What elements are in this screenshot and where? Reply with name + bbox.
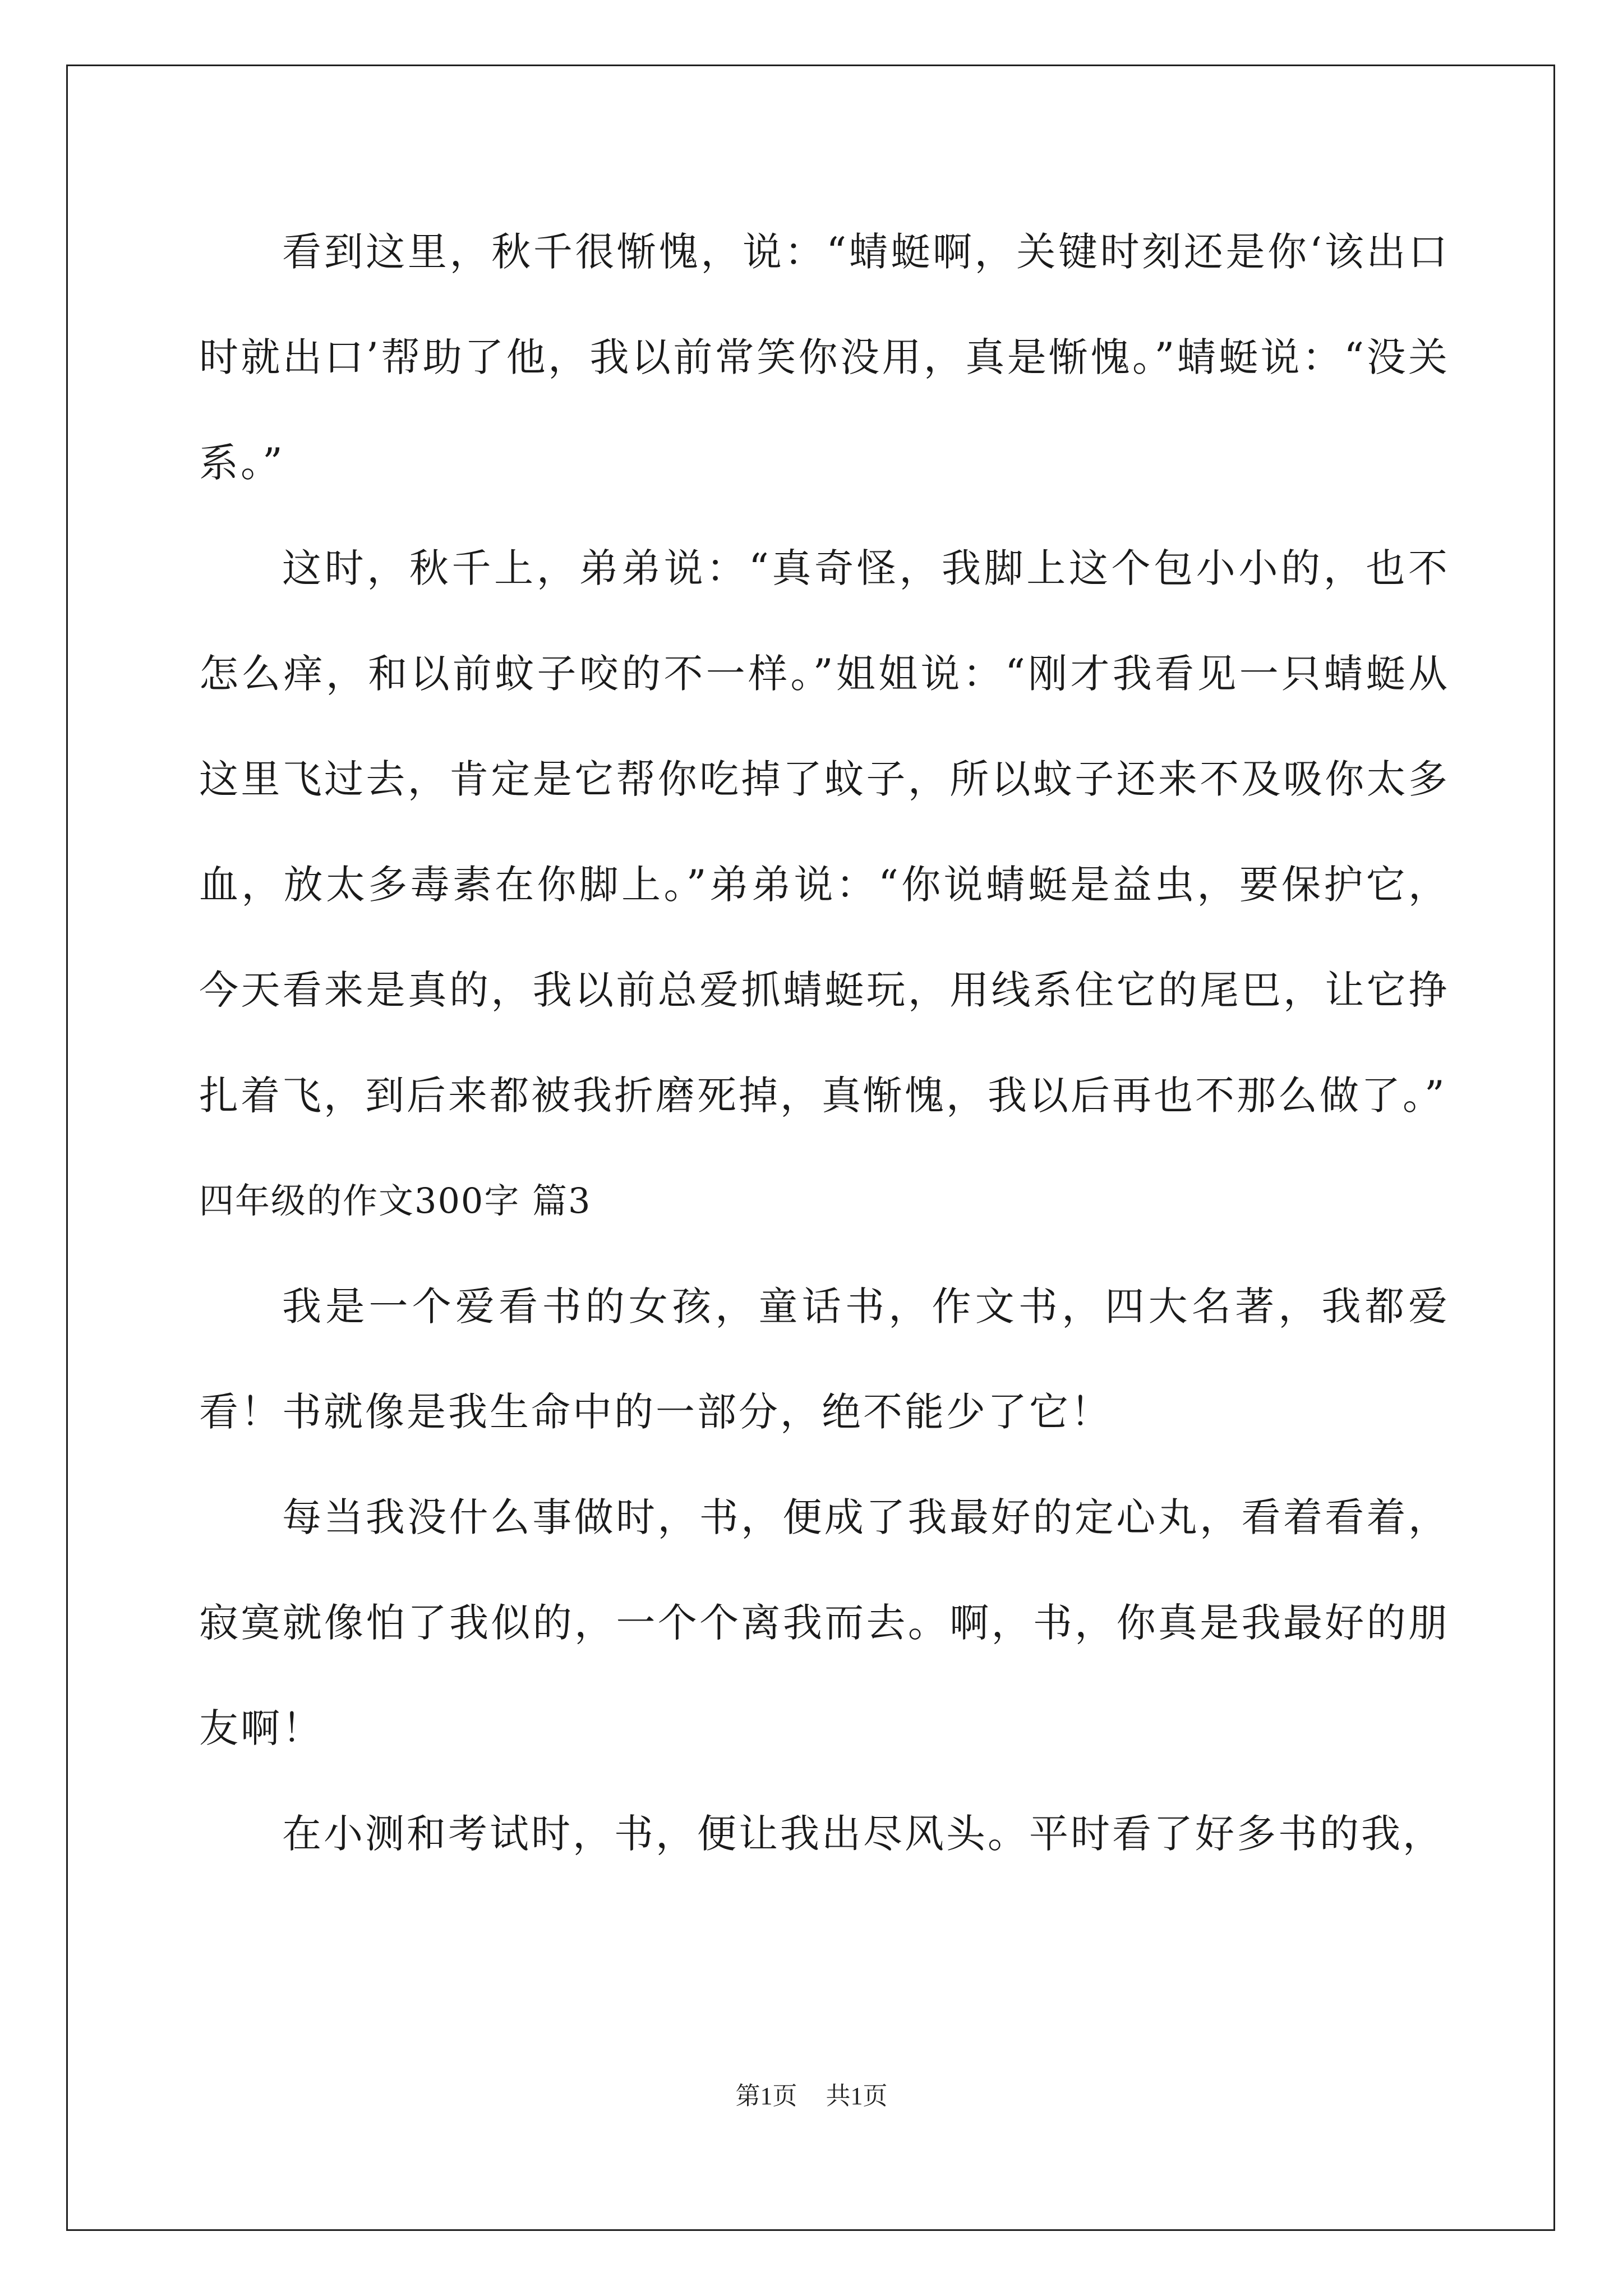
page-number: 第1页 (735, 2082, 797, 2110)
section-heading: 四年级的作文300字 篇3 (199, 1180, 592, 1221)
paragraph: 我是一个爱看书的女孩，童话书，作文书，四大名著，我都爱看！书就像是我生命中的一部分，绝不能少了它！ (199, 1283, 1450, 1435)
paragraph: 在小测和考试时，书，便让我出尽风头。平时看了好多书的我， (282, 1811, 1444, 1857)
page-footer (0, 2076, 1623, 2111)
document-body (199, 199, 1450, 1887)
paragraph: 每当我没什么事做时，书，便成了我最好的定心丸，看着看着，寂寞就像怕了我似的，一个个离我而去。啊，书，你真是我最好的朋友啊！ (199, 1494, 1450, 1751)
paragraph: 这时，秋千上，弟弟说：“真奇怪，我脚上这个包小小的，也不怎么痒，和以前蚊子咬的不一样。”姐姐说：“刚才我看见一只蜻蜓从这里飞过去，肯定是它帮你吃掉了蚊子，所以蚊子还来不及吸你太多血，放太多毒素在你脚上。”弟弟说：“你说蜻蜓是益虫，要保护它，今天看来是真的，我以前总爱抓蜻蜓玩，用线系住它的尾巴，让它挣扎着飞，到后来都被我折磨死掉，真惭愧，我以后再也不那么做了。” (199, 545, 1450, 1119)
page-total: 共1页 (826, 2082, 888, 2110)
paragraph: 看到这里，秋千很惭愧，说：“蜻蜓啊，关键时刻还是你‘该出口时就出口’帮助了他，我以前常笑你没用，真是惭愧。”蜻蜓说：“没关系。” (199, 229, 1450, 486)
